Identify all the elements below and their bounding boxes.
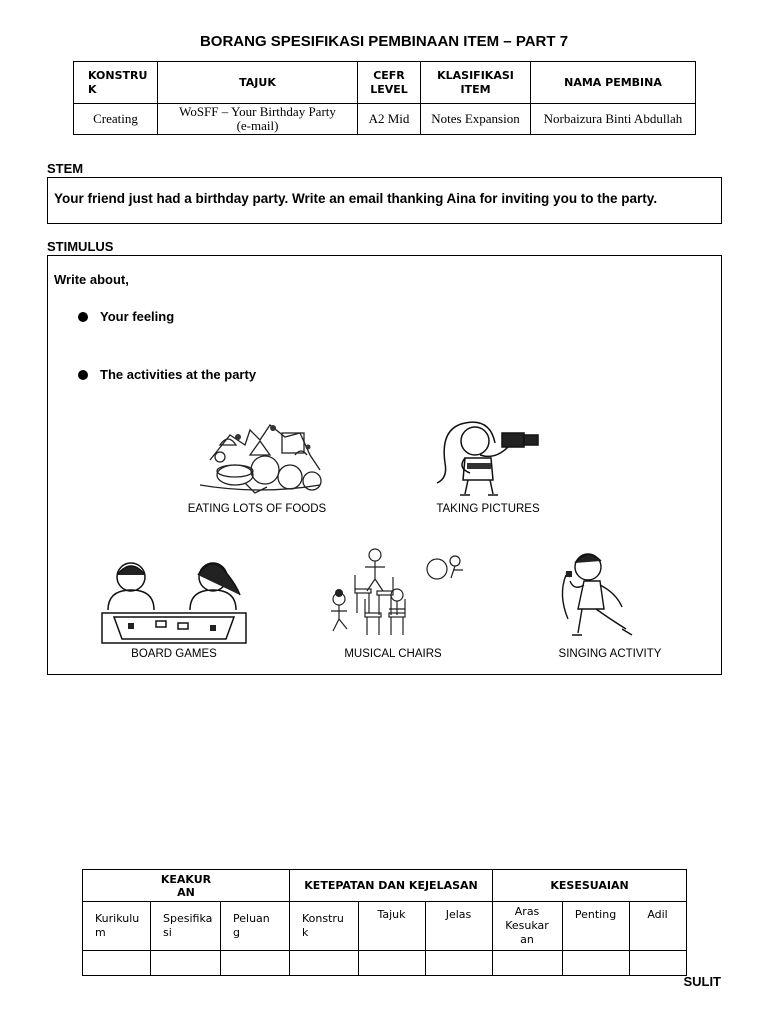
eval-cell[interactable]	[563, 951, 630, 976]
eval-empty-row	[83, 951, 687, 976]
eval-cell[interactable]	[290, 951, 359, 976]
bullet-item	[78, 309, 174, 324]
caption-board-games: BOARD GAMES	[131, 648, 217, 660]
header-nama-pembina: NAMA PEMBINA	[531, 62, 696, 104]
boy-singing-icon	[548, 547, 648, 644]
header-tajuk: TAJUK	[158, 62, 358, 104]
board-game-icon	[98, 555, 250, 647]
col-penting: Penting	[563, 902, 630, 951]
value-nama-pembina: Norbaizura Binti Abdullah	[531, 104, 696, 135]
stem-box	[47, 177, 722, 224]
info-header-row	[74, 62, 696, 104]
col-jelas: Jelas	[426, 902, 493, 951]
caption-taking-pictures: TAKING PICTURES	[436, 503, 540, 515]
caption-eating: EATING LOTS OF FOODS	[187, 503, 327, 515]
col-spesifikasi: Spesifika si	[151, 902, 221, 951]
info-value-row	[74, 104, 696, 135]
eval-cell[interactable]	[630, 951, 687, 976]
group-ketepatan: KETEPATAN DAN KEJELASAN	[290, 870, 493, 902]
eval-cell[interactable]	[493, 951, 563, 976]
col-aras-kesukaran: Aras Kesukar an	[493, 902, 563, 951]
girl-camera-icon	[420, 413, 560, 503]
bullet-dot-icon	[78, 312, 88, 322]
value-klasifikasi: Notes Expansion	[421, 104, 531, 135]
caption-singing: SINGING ACTIVITY	[558, 648, 662, 660]
food-pile-icon	[190, 415, 330, 500]
value-konstruk: Creating	[74, 104, 158, 135]
eval-group-row	[83, 870, 687, 902]
col-adil: Adil	[630, 902, 687, 951]
stimulus-label: STIMULUS	[47, 239, 114, 254]
bullet-text: Your feeling	[100, 309, 175, 324]
group-kesesuaian: KESESUAIAN	[493, 870, 687, 902]
eval-cell[interactable]	[151, 951, 221, 976]
eval-column-row	[83, 902, 687, 951]
bullet-text: The activities at the party	[100, 367, 257, 382]
info-table	[73, 61, 696, 135]
caption-musical-chairs: MUSICAL CHAIRS	[344, 648, 442, 660]
col-kurikulum: Kurikulu m	[83, 902, 151, 951]
evaluation-table	[82, 869, 687, 976]
eval-cell[interactable]	[359, 951, 426, 976]
musical-chairs-icon	[325, 547, 475, 642]
stem-label: STEM	[47, 161, 84, 176]
stimulus-intro: Write about,	[54, 272, 129, 287]
page-title: BORANG SPESIFIKASI PEMBINAAN ITEM – PART 7	[199, 33, 569, 50]
bullet-item	[78, 367, 256, 382]
value-tajuk: WoSFF – Your Birthday Party (e-mail)	[158, 104, 358, 135]
footer-sulit: SULIT	[683, 974, 721, 989]
eval-cell[interactable]	[221, 951, 290, 976]
bullet-dot-icon	[78, 370, 88, 380]
header-konstruk: KONSTRU K	[74, 62, 158, 104]
eval-cell[interactable]	[426, 951, 493, 976]
value-cefr-level: A2 Mid	[358, 104, 421, 135]
group-keakuran: KEAKUR AN	[83, 870, 290, 902]
header-cefr-level: CEFR LEVEL	[358, 62, 421, 104]
stem-text: Your friend just had a birthday party. Write an email thanking Aina for inviting you to the party.	[54, 191, 658, 206]
eval-cell[interactable]	[83, 951, 151, 976]
header-klasifikasi-item: KLASIFIKASI ITEM	[421, 62, 531, 104]
col-peluang: Peluan g	[221, 902, 290, 951]
col-tajuk: Tajuk	[359, 902, 426, 951]
col-konstruk: Konstru k	[290, 902, 359, 951]
